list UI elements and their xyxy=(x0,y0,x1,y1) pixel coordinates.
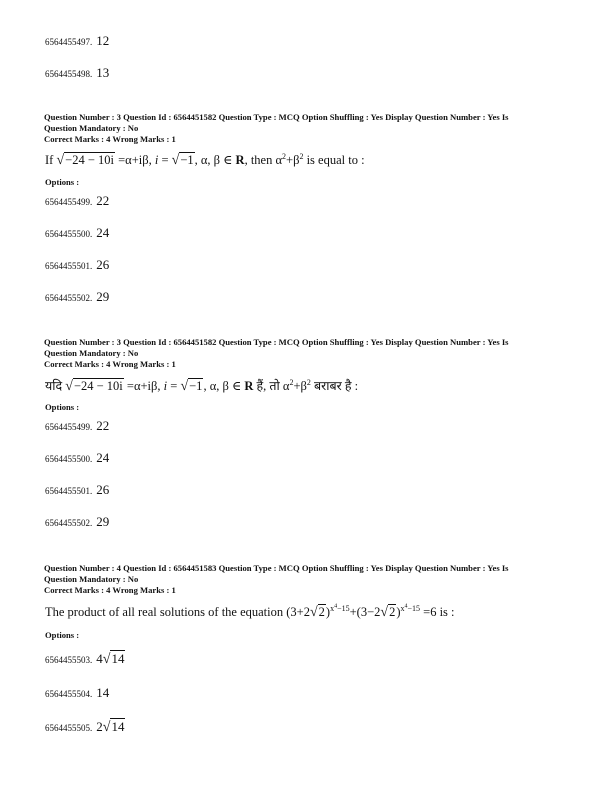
header-line: Correct Marks : 4 Wrong Marks : 1 xyxy=(44,585,176,595)
q-fragment: =α+iβ, xyxy=(114,153,155,167)
option-value: 12 xyxy=(96,33,110,48)
option-row xyxy=(45,481,109,499)
option-row xyxy=(45,32,109,50)
option-coef: 2 xyxy=(96,719,103,734)
question-header xyxy=(44,112,584,145)
q-fragment: x xyxy=(400,603,405,613)
radicand: 2 xyxy=(389,605,396,619)
option-row xyxy=(45,417,109,435)
header-line: Question Number : 3 Question Id : 6564451582 Question Type : MCQ Option Shuffling : Yes Display Question Number : Yes Is xyxy=(44,112,509,122)
option-value: 22 xyxy=(96,193,110,208)
q-fragment: = xyxy=(167,379,181,393)
sqrt-symbol: √−24 − 10i xyxy=(56,153,114,168)
option-value: 26 xyxy=(96,257,110,272)
sqrt-symbol: √14 xyxy=(102,719,125,735)
header-line: Question Number : 4 Question Id : 6564451583 Question Type : MCQ Option Shuffling : Yes Display Question Number : Yes Is xyxy=(44,563,509,573)
option-row xyxy=(45,256,109,274)
q-fragment: +β xyxy=(286,153,300,167)
radicand: 14 xyxy=(111,651,125,666)
q-fragment: ) xyxy=(325,605,331,619)
radicand: 2 xyxy=(318,605,325,619)
q-fragment: x xyxy=(330,603,335,613)
option-row xyxy=(45,449,109,467)
option-row xyxy=(45,513,109,531)
q-fragment: If xyxy=(45,153,57,167)
header-line: Question Number : 3 Question Id : 6564451582 Question Type : MCQ Option Shuffling : Yes Display Question Number : Yes Is xyxy=(44,337,509,347)
q-fragment: =α+iβ, xyxy=(123,379,164,393)
option-value: 22 xyxy=(96,418,110,433)
option-id: 6564455502. xyxy=(45,293,93,303)
q-fragment: is equal to : xyxy=(303,153,365,167)
q-fragment: 2 xyxy=(289,377,294,387)
q-fragment: +β xyxy=(293,379,307,393)
option-value xyxy=(96,719,125,734)
q-fragment: 2 xyxy=(282,151,287,161)
question-header xyxy=(44,563,584,596)
radicand: −24 − 10i xyxy=(65,153,114,167)
q-fragment: , α, β ∈ xyxy=(194,153,236,167)
q-fragment: + xyxy=(349,605,357,619)
option-row xyxy=(45,718,125,736)
option-coef: 4 xyxy=(96,651,103,666)
option-value: 14 xyxy=(96,685,110,700)
option-id: 6564455501. xyxy=(45,486,93,496)
q-fragment: ) xyxy=(396,605,401,619)
option-id: 6564455504. xyxy=(45,689,93,699)
option-value: 26 xyxy=(96,482,110,497)
q-fragment: (3+2 xyxy=(286,605,310,619)
q-fragment: (3−2 xyxy=(356,605,381,619)
q-fragment: , then α xyxy=(244,153,283,167)
option-id: 6564455497. xyxy=(45,37,93,47)
option-value: 13 xyxy=(96,65,110,80)
option-id: 6564455500. xyxy=(45,454,93,464)
header-line: Question Mandatory : No xyxy=(44,123,139,133)
sqrt-symbol: √−1 xyxy=(171,153,194,168)
q-fragment: = xyxy=(158,153,172,167)
option-row xyxy=(45,288,109,306)
q-fragment: 2 xyxy=(299,151,304,161)
q-fragment: The product of all real solutions of the equation xyxy=(45,605,287,619)
header-line: Correct Marks : 4 Wrong Marks : 1 xyxy=(44,134,176,144)
option-row xyxy=(45,684,109,702)
options-label: Options : xyxy=(45,630,80,640)
option-row xyxy=(45,192,109,210)
option-id: 6564455499. xyxy=(45,197,93,207)
sqrt-symbol: √2 xyxy=(309,605,325,620)
sqrt-symbol: √2 xyxy=(380,605,396,620)
radicand: 14 xyxy=(111,719,125,734)
q-fragment: , α, β ∈ xyxy=(203,379,245,393)
q-fragment: 2 xyxy=(306,377,311,387)
q-fragment: 4 xyxy=(334,603,338,610)
q-fragment: i xyxy=(154,153,159,167)
q-fragment: i xyxy=(163,379,168,393)
option-value xyxy=(96,651,125,666)
q-fragment: बराबर है : xyxy=(310,379,359,393)
q-fragment: −15 xyxy=(407,603,421,613)
q-fragment: हैं, तो α xyxy=(253,379,290,393)
option-value: 24 xyxy=(96,225,110,240)
sqrt-symbol: √−24 − 10i xyxy=(65,379,123,394)
option-id: 6564455500. xyxy=(45,229,93,239)
question-header xyxy=(44,337,584,370)
option-id: 6564455499. xyxy=(45,422,93,432)
radicand: −1 xyxy=(189,379,203,393)
option-id: 6564455501. xyxy=(45,261,93,271)
option-row xyxy=(45,224,109,242)
option-id: 6564455498. xyxy=(45,69,93,79)
option-row xyxy=(45,650,125,668)
q-fragment: यदि xyxy=(45,379,66,393)
options-label: Options : xyxy=(45,177,80,187)
q-fragment: =6 is : xyxy=(420,605,455,619)
question-text xyxy=(45,377,358,395)
q-fragment: R xyxy=(244,379,254,393)
q-fragment: −15 xyxy=(337,603,350,613)
q-fragment: 4 xyxy=(404,603,408,610)
radicand: −24 − 10i xyxy=(73,379,123,393)
option-value: 29 xyxy=(96,289,110,304)
header-line: Question Mandatory : No xyxy=(44,574,139,584)
sqrt-symbol: √14 xyxy=(102,651,125,667)
option-row xyxy=(45,64,109,82)
radicand: −1 xyxy=(180,153,194,167)
sqrt-symbol: √−1 xyxy=(180,379,203,394)
option-id: 6564455503. xyxy=(45,655,93,665)
q-fragment: R xyxy=(235,153,245,167)
options-label: Options : xyxy=(45,402,80,412)
option-value: 29 xyxy=(96,514,110,529)
header-line: Correct Marks : 4 Wrong Marks : 1 xyxy=(44,359,176,369)
question-text xyxy=(45,152,365,169)
option-value: 24 xyxy=(96,450,110,465)
question-text xyxy=(45,605,455,621)
header-line: Question Mandatory : No xyxy=(44,348,139,358)
option-id: 6564455505. xyxy=(45,723,93,733)
option-id: 6564455502. xyxy=(45,518,93,528)
